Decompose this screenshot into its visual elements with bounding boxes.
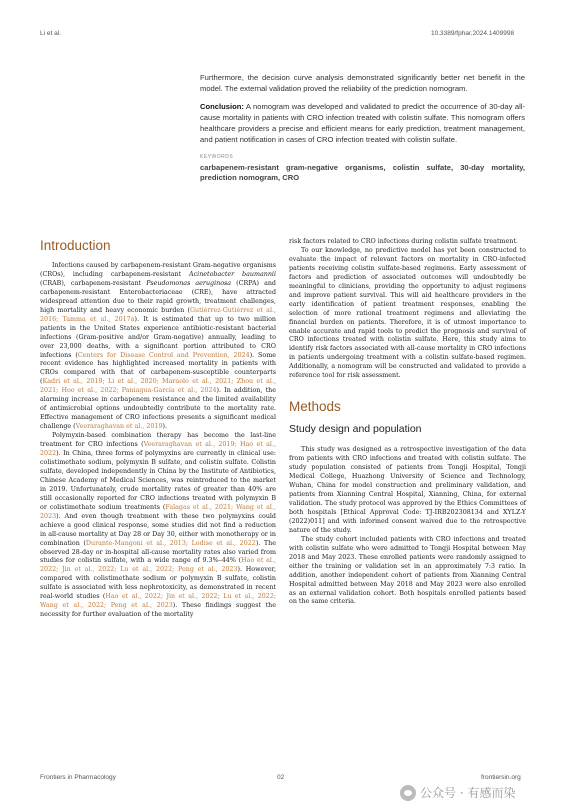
abstract-conclusion — [200, 101, 525, 146]
paragraph: To our knowledge, no predictive model has yet been constructed to evaluate the impact of relevant factors on mortality in CRO-infected patients receiving colistin sulfate-based regimens. Early assessment of factors and prediction of associated outcomes will undoubtedly be meaningful to clinicians, providing the opportunity to adjust regimens and improve patient survival. This will aid healthcare providers in the early identification of patient treatment responses, enabling the selection of more rational treatment regimens and alleviating the financial burden on patients. Therefore, it is of utmost importance to enable accurate and rapid tools to predict the prognosis and survival of CRO infections treated with colistin sulfate. Here, this study aims to identify risk factors associated with all-cause mortality in CRO infections in patients undergoing treatment with a colistin sulfate-based regimen. Additionally, a nomogram will be constructed and validated to provide a reference tool for risk assessment. — [289, 246, 526, 380]
subsection-heading-study-design: Study design and population — [289, 423, 422, 436]
conclusion-label: Conclusion: — [200, 101, 244, 111]
running-author: Li et al. — [40, 30, 61, 37]
paragraph: Polymyxin-based combination therapy has become the last-line treatment for CRO infections (Veeraraghavan et al., 2019; Hao et al., 2022). In China, three forms of polymyxins are currently in clinical use: colistimethate sodium, polymyxin B sulfate, and colistin sulfate. Colistin sulfate, developed independently in China by the Institute of Antibiotics, Chinese Academy of Medical Sciences, was reintroduced to the market in 2019. Unfortunately, crude mortality rates of greater than 40% are still occasionally reported for CRO infections treated with polymyxin B or colistimethate sodium treatments (Falagas et al., 2021; Wang et al., 2023). And even though treatment with these two polymyxins could achieve a good clinical response, some studies did not find a reduction in all-cause mortality at Day 28 or Day 30, either with monotherapy or in combination (Durante-Mangoni et al., 2013; Lodise et al., 2022). The observed 28-day or in-hospital all-cause mortality rates also varied from studies for colistin sulfate, with a wide range of 9.3%–44% (Hao et al., 2022; Jin et al., 2022; Lu et al., 2022; Peng et al., 2023). However, compared with colistimethate sodium or polymyxin B sulfate, colistin sulfate is associated with less nephrotoxicity, as demonstrated in recent real-world studies (Hao et al., 2022; Jin et al., 2022; Lu et al., 2022; Wang et al., 2022; Peng et al., 2023). These findings suggest the necessity for further evaluation of the mortality — [40, 432, 276, 619]
right-column — [289, 238, 526, 607]
section-heading-methods: Methods — [289, 399, 341, 415]
left-column — [40, 238, 276, 620]
paragraph: risk factors related to CRO infections during colistin sulfate treatment. — [289, 238, 518, 245]
abstract-block — [200, 72, 525, 183]
wechat-logo-icon — [400, 785, 416, 801]
keywords: carbapenem-resistant gram-negative organisms, colistin sulfate, 30-day mortality, prediction nomogram, CRO — [200, 163, 525, 183]
footer-site: frontiersin.org — [481, 774, 521, 781]
paragraph: The study cohort included patients with CRO infections and treated with colistin sulfate who were admitted to Tongji Hospital between May 2018 and May 2023. These enrolled patients were randomly assigned to either the training or validation set in an approximately 7:3 ratio. In addition, another independent cohort of patients from Xianning Central Hospital admitted between May 2018 and May 2023 were also enrolled as an external validation cohort. Both hospitals enrolled patients based on the same criteria. — [289, 535, 526, 606]
conclusion-text: A nomogram was developed and validated to predict the occurrence of 30-day all-cause mortality in patients with CRO infection treated with colistin sulfate. This nomogram offers healthcare providers a precise and efficient means for early prediction, treatment management, and patient notification in cases of CRO infection treated with colistin sulfate. — [200, 101, 525, 145]
footer-page-number: 02 — [277, 774, 285, 781]
paragraph: Infections caused by carbapenem-resistant Gram-negative organisms (CROs), including carbapenem-resistant Acinetobacter baumannii (CRAB), carbapenem-resistant Pseudomonas aeruginosa (CRPA) and carbapenem-resistant Enterobacteriaceae (CRE), have attracted widespread attention due to their rapid growth, treatment challenges, high mortality and heavy economic burden (Gutiérrez-Gutiérrez et al., 2016; Tamma et al., 2017a). It is estimated that up to two million patients in the United States experience antibiotic-resistant bacterial infections (Gram-positive and/or Gram-negative) annually, leading to over 23,000 deaths, with a significant portion attributed to CRO infections (Centers for Disease Control and Prevention, 2024). Some recent evidence has highlighted increased mortality in patients with CROs compared with that of carbapenem-susceptible counterparts (Kadri et al., 2019; Li et al., 2020; Maraolo et al., 2021; Zhou et al., 2021; Hoo et al., 2022; Paniagua-García et al., 2024). In addition, the alarming increase in carbapenem resistance and the limited availability of antimicrobial options undoubtedly contribute to the mortality rate. Effective management of CRO infections presents a significant medical challenge (Veeraraghavan et al., 2019). — [40, 262, 277, 431]
footer-journal: Frontiers in Pharmacology — [40, 774, 116, 781]
watermark-text: 公众号 · 有感而染 — [420, 786, 516, 800]
abstract-continuation: Furthermore, the decision curve analysis demonstrated significantly better net benefit in the model. The external validation proved the reliability of the prediction nomogram. — [200, 73, 525, 94]
doi: 10.3389/fphar.2024.1409998 — [431, 30, 515, 37]
keywords-label: KEYWORDS — [200, 153, 234, 160]
section-heading-introduction: Introduction — [40, 238, 111, 253]
paragraph: This study was designed as a retrospective investigation of the data from patients with CRO infections and treated with colistin sulfate. The study population consisted of patients from Tongji Hospital, Tongji Medical College, Huazhong University of Science and Technology, Wuhan, China for model construction and preliminary validation, and patients from Xianning Central Hospital, Xianning, China, for external validation. The study protocol was approved by the Ethics Committees of both hospitals [Ethical Approval Code: TJ-IRB202308134 and XYLZ-Y (2022)011] and with informed consent waived due to the retrospective nature of the study. — [289, 446, 526, 534]
watermark — [400, 784, 515, 801]
